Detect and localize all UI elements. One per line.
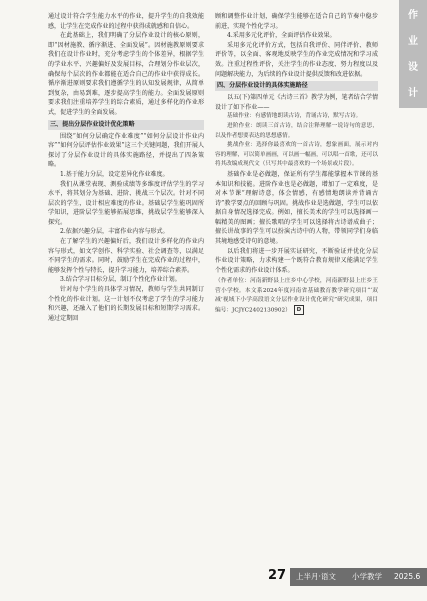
section-heading: 四、分层作业设计的具体实施路径 (215, 81, 378, 91)
author-note-text: （作者单位：河南新野县上庄乡中心学校，河南新野县上庄乡王营小学校。本文系2024年度河南省基础教育教学研究项目“‘双减’视域下小学高段语文分层作业设计优化研究”研究成果，项目编号：JCJYC2402130902） (215, 278, 378, 314)
page-footer (250, 566, 427, 588)
section-tab-char: 作 (408, 10, 418, 21)
page-number: 27 (268, 568, 287, 583)
issue-date: 2025.6 (394, 572, 421, 581)
strategy-title: 2.依据兴趣分层，丰富作业内容与形式。 (60, 228, 169, 236)
author-note (215, 277, 378, 316)
homework-challenge: 挑战作业：选择你最喜欢的一首古诗，想象画面，展示对内容的理解，可以简单画画，可以画一幅画，可以唱一首歌，还可以将其改编成现代文（只写其中最喜欢的一个场景或片段）。 (215, 142, 378, 168)
paragraph: 我们从课堂表现、测验成绩等多维度评估学生的学习水平，将其划分为基础、进阶、挑战三个层次。针对不同层次的学生，设计相应难度的作业。基础层学生能巩固所学知识，进阶层学生能够拓展思维，挑战层学生能够深入探究。 (48, 180, 204, 226)
paragraph: 围绕“如何分层确定作业难度”“如何分层设计作业内容”“如何分层评估作业效果”这三个关键问题，我们开展人探讨了分层作业设计的具体实施路径，并提出了四条策略。 (48, 132, 204, 169)
paragraph: 基础作业是必做题，保证所有学生都能掌握本节课的基本知识和技能。进阶作业也是必做题，增加了一定难度，是对本节课“理解诗意，体会情感，有感情地朗读并背诵古诗”教学要点的回顾与巩固。挑战作业是选做题，学生可以依据自身情况选择完成。例如，擅长美术的学生可以选择画一幅精美的图画；擅长歌唱的学生可以选择将古诗谱成曲子；擅长讲故事的学生可以扮演古诗中的人物，带领同学们身临其境地感受诗句的意境。 (215, 170, 378, 246)
paragraph: 通过设计符合学生能力水平的作业，提升学生的自我效能感，让学生在完成作业的过程中获得成就感和自信心。 (48, 13, 204, 30)
strategy-title: 3.结合学习目标分层，制订个性化作业计划。 (60, 276, 181, 284)
paragraph: 采用多元化评价方式，包括自我评价、同伴评价、教师评价等，以全面、客观地反映学生的作业完成情况和学习成效。注重过程性评价，关注学生的作业态度、努力程度以及问题解决能力，为后续的作业设计提供反馈和改进依据。 (215, 41, 378, 78)
paragraph: 以五(下)第四单元《古诗三首》教学为例，笔者结合学情设计了如下作业—— (215, 94, 378, 111)
paragraph: 在此基础上，我们明确了分层作业设计的核心原则，即“因材施教、循序渐进、全面发展”。因材施教原则要求我们在设计作业时，充分考虑学生的个体差异，根据学生的学业水平、兴趣偏好及发展目标，合理划分作业层次，确保每个层次的作业都能在适合自己的作业中获得成长。循序渐进原则要求我们遵循学生的认知发展规律，从简单到复杂，由易到难，逐步提高学生的能力。全面发展原则要求我们注重培养学生的综合素质，通过多样化的作业形式，促进学生的全面发展。 (48, 32, 204, 116)
paragraph: 以后我们将进一步开展实证研究，不断验证并优化分层作业设计策略，力求构建一个既符合教育规律又能满足学生个性化需求的作业设计体系。 (215, 247, 378, 274)
issue-label: 上半月·语文 (296, 572, 336, 581)
section-heading: 三、提出分层作业设计优化策略 (48, 120, 204, 130)
homework-basic: 基础作业：有感情地朗读古诗，背诵古诗，默写古诗。 (227, 113, 362, 120)
section-tab-char: 业 (408, 36, 418, 47)
strategy-title: 4.采用多元化评价，全面评估作业效果。 (227, 32, 336, 40)
section-tab (399, 0, 427, 108)
section-tab-char: 设 (408, 62, 418, 73)
end-mark-icon: D (294, 305, 304, 315)
strategy-title: 1.基于能力分层，设定差异化作业难度。 (60, 170, 169, 178)
left-column (48, 12, 204, 323)
magazine-name: 小学教学 (352, 572, 382, 581)
section-tab-char: 计 (408, 88, 418, 99)
paragraph: 针对每个学生的具体学习情况，教师与学生共同制订个性化的作业计划。这一计划不仅考虑了学生的学习能力和兴趣，还融入了他们的长期发展目标和短期学习需求。通过定期回 (48, 286, 204, 322)
right-column (215, 12, 378, 316)
paragraph: 在了解学生的兴趣偏好后，我们设计多样化的作业内容与形式，如文学创作、科学实验、社会调查等，以满足不同学生的需求。同时，鼓励学生在完成作业的过程中，能够发挥个性与特长，提升学习能力，培养综合素养。 (48, 238, 204, 274)
paragraph: 顾和调整作业计划，确保学生能够在适合自己的节奏中稳步前进，实现个性化学习。 (215, 13, 378, 30)
footer-bar (290, 568, 427, 586)
homework-advanced: 进阶作业：朗读三首古诗，结合注释理解一说诗句的意思，以及作者想要表达的思想感情。 (215, 122, 378, 139)
